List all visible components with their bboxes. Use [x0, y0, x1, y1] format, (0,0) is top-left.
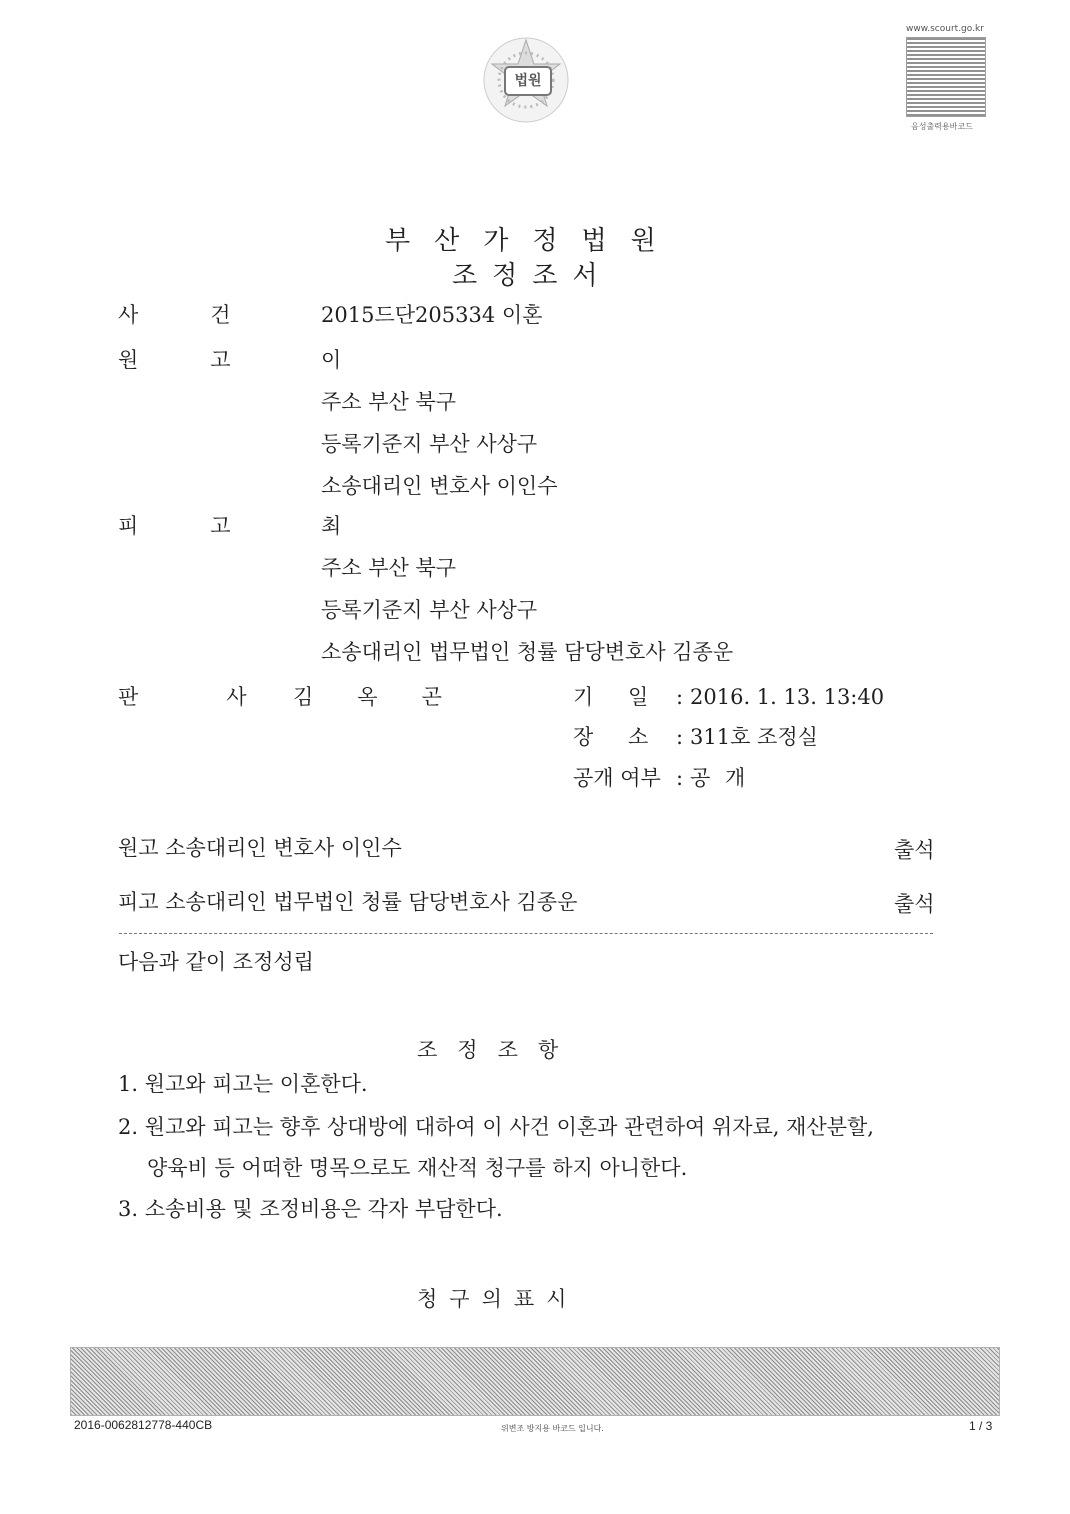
judge-label: 판사	[118, 685, 335, 709]
court-title: 부산가정법원	[385, 226, 680, 256]
session-date-label: 기 일	[573, 685, 663, 709]
anti-forgery-barcode	[70, 1347, 1000, 1416]
session-date-value: 2016. 1. 13. 13:40	[690, 685, 885, 709]
settlement-terms-title: 조정조항	[417, 1038, 579, 1062]
session-colon-3: :	[676, 766, 684, 790]
settlement-term-2: 2. 원고와 피고는 향후 상대방에 대하여 이 사건 이혼과 관련하여 위자료, 재산분할,	[118, 1115, 874, 1139]
court-seal-label: 법원	[504, 66, 552, 96]
session-colon-1: :	[676, 685, 684, 709]
defendant-registry: 등록기준지 부산 사상구	[321, 598, 538, 622]
settlement-term-2-continuation: 양육비 등 어떠한 명목으로도 재산적 청구를 하지 아니한다.	[147, 1156, 688, 1180]
plaintiff-attendance-name: 원고 소송대리인 변호사 이인수	[118, 836, 402, 860]
case-value: 2015드단205334 이혼	[321, 303, 543, 327]
plaintiff-attorney: 소송대리인 변호사 이인수	[321, 474, 558, 498]
defendant-attendance-status: 출석	[894, 892, 935, 916]
defendant-name: 최	[321, 514, 342, 538]
defendant-attorney: 소송대리인 법무법인 청률 담당변호사 김종운	[321, 640, 734, 664]
settlement-term-3: 3. 소송비용 및 조정비용은 각자 부담한다.	[118, 1197, 503, 1221]
qr-url: www.scourt.go.kr	[906, 24, 984, 34]
plaintiff-attendance-status: 출석	[894, 838, 935, 862]
document-id: 2016-0062812778-440CB	[74, 1418, 213, 1432]
session-public-label: 공개 여부	[573, 766, 661, 790]
plaintiff-registry: 등록기준지 부산 사상구	[321, 432, 538, 456]
defendant-attendance-name: 피고 소송대리인 법무법인 청률 담당변호사 김종운	[118, 890, 578, 914]
session-place-value: 311호 조정실	[690, 725, 818, 749]
defendant-address: 주소 부산 북구	[321, 556, 457, 580]
page-number: 1 / 3	[969, 1419, 993, 1433]
session-colon-2: :	[676, 725, 684, 749]
court-seal	[474, 30, 578, 130]
document-title: 조정조서	[452, 261, 613, 291]
plaintiff-label: 원고	[118, 348, 303, 372]
dashed-separator	[119, 933, 933, 934]
judge-name: 김옥곤	[293, 685, 486, 709]
voice-output-barcode-label: 음성출력용바코드	[911, 122, 973, 131]
settlement-term-1: 1. 원고와 피고는 이혼한다.	[118, 1072, 368, 1096]
settlement-statement: 다음과 같이 조정성립	[118, 950, 314, 974]
claim-display-title: 청구의표시	[417, 1287, 579, 1311]
defendant-label: 피고	[118, 514, 303, 538]
voice-output-barcode	[906, 37, 986, 117]
case-label: 사건	[118, 303, 303, 327]
session-public-value: 공 개	[690, 766, 750, 790]
barcode-note: 위변조 방지용 바코드 입니다.	[501, 1424, 604, 1433]
session-place-label: 장 소	[573, 725, 663, 749]
plaintiff-address: 주소 부산 북구	[321, 390, 457, 414]
plaintiff-name: 이	[321, 348, 342, 372]
